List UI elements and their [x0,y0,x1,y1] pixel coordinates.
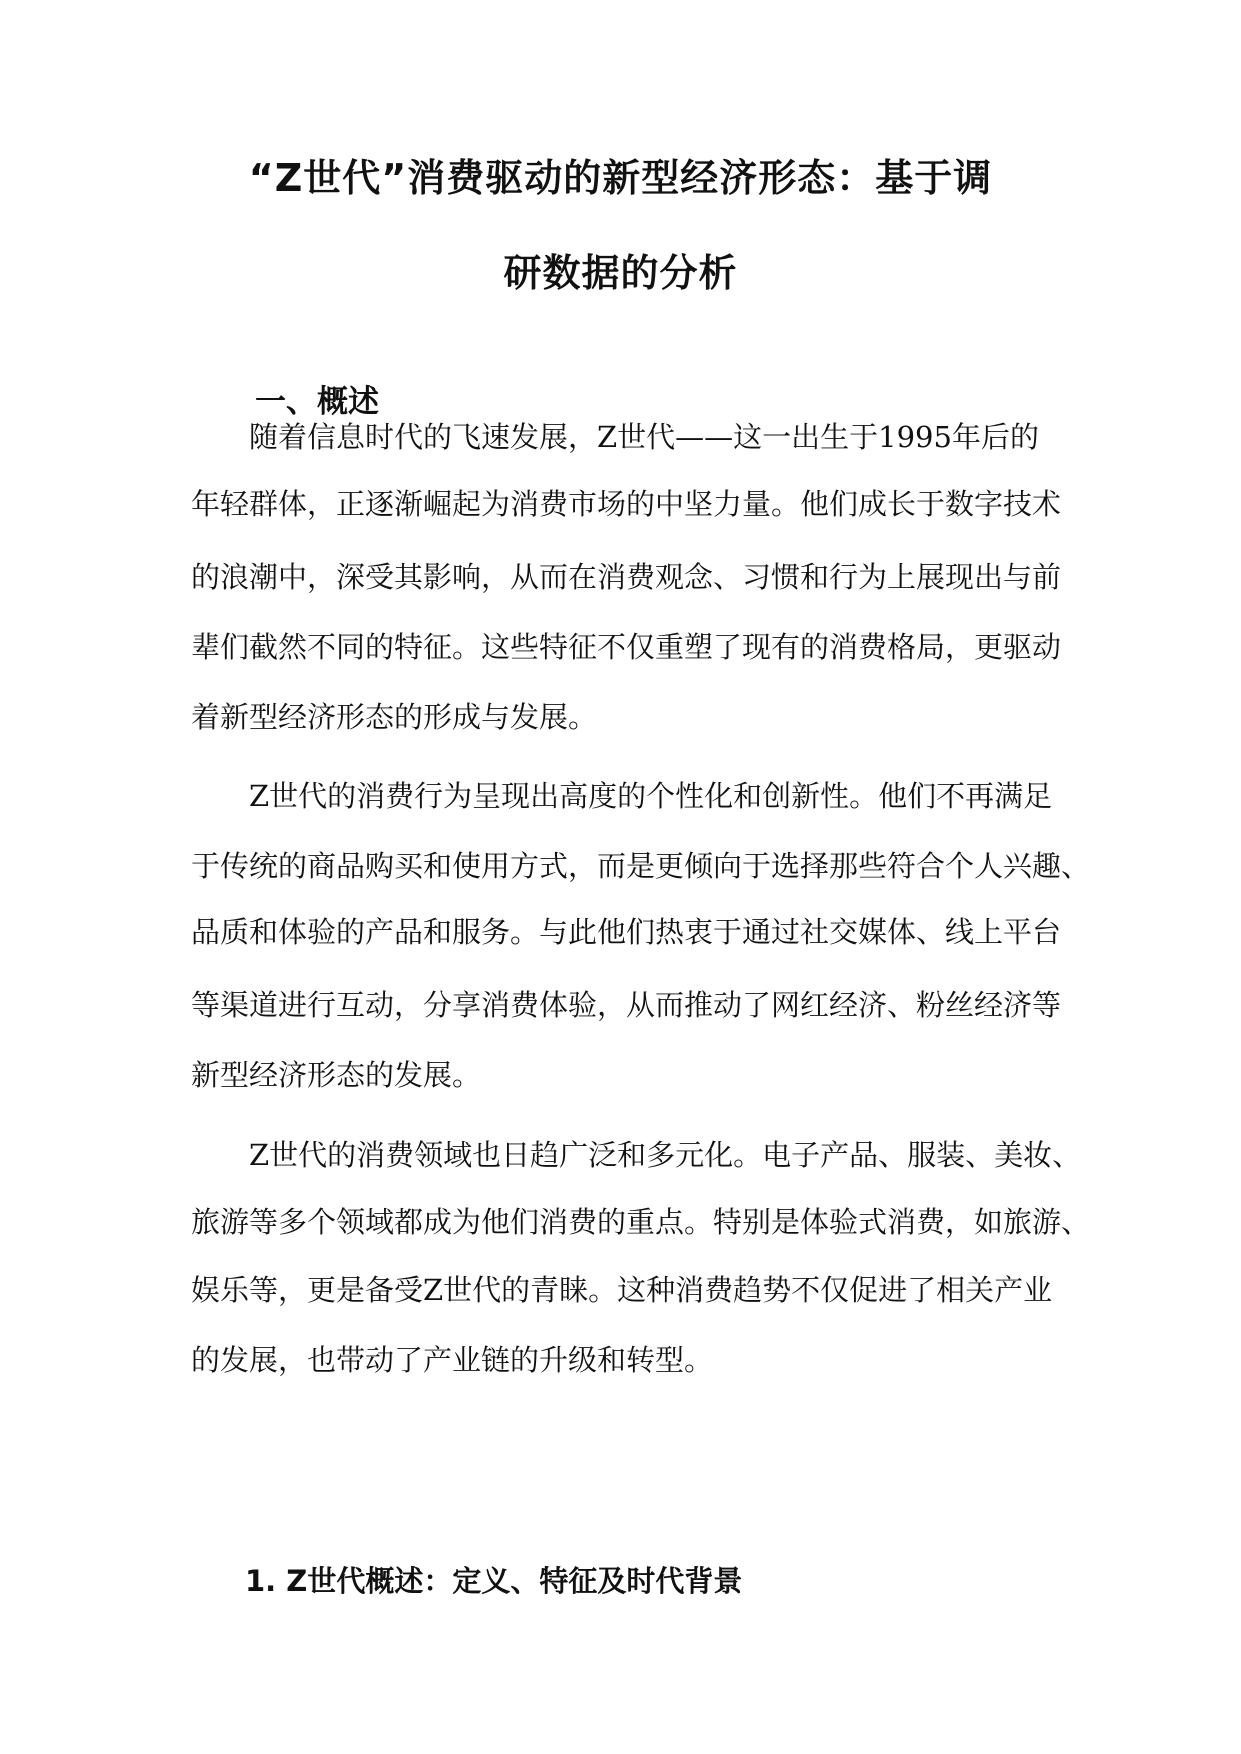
paragraph-1-line-5: 着新型经济形态的形成与发展。 [191,700,598,734]
document-title-line-1: “Z世代”消费驱动的新型经济形态：基于调 [248,156,993,200]
paragraph-3-line-1: Z世代的消费领域也日趋广泛和多元化。电子产品、服装、美妆、 [249,1138,1082,1172]
paragraph-2-line-3: 品质和体验的产品和服务。与此他们热衷于通过社交媒体、线上平台 [191,915,1062,949]
subsection-heading-z-generation-overview: 1. Z世代概述：定义、特征及时代背景 [245,1564,743,1598]
paragraph-3-line-2: 旅游等多个领域都成为他们消费的重点。特别是体验式消费，如旅游、 [191,1205,1091,1239]
paragraph-1-line-3: 的浪潮中，深受其影响，从而在消费观念、习惯和行为上展现出与前 [191,560,1062,594]
paragraph-3-line-3: 娱乐等，更是备受Z世代的青睐。这种消费趋势不仅促进了相关产业 [191,1273,1053,1307]
document-title-line-2: 研数据的分析 [503,251,738,295]
section-heading-overview: 一、概述 [255,384,379,420]
paragraph-2-line-5: 新型经济形态的发展。 [191,1058,482,1092]
paragraph-3-line-4: 的发展，也带动了产业链的升级和转型。 [191,1343,714,1377]
paragraph-1-line-1: 随着信息时代的飞速发展，Z世代——这一出生于1995年后的 [249,420,1039,454]
paragraph-2-line-2: 于传统的商品购买和使用方式，而是更倾向于选择那些符合个人兴趣、 [191,849,1091,883]
paragraph-1-line-4: 辈们截然不同的特征。这些特征不仅重塑了现有的消费格局，更驱动 [191,630,1062,664]
paragraph-1-line-2: 年轻群体，正逐渐崛起为消费市场的中坚力量。他们成长于数字技术 [191,487,1062,521]
paragraph-2-line-1: Z世代的消费行为呈现出高度的个性化和创新性。他们不再满足 [249,779,1053,813]
paragraph-2-line-4: 等渠道进行互动，分享消费体验，从而推动了网红经济、粉丝经济等 [191,988,1062,1022]
